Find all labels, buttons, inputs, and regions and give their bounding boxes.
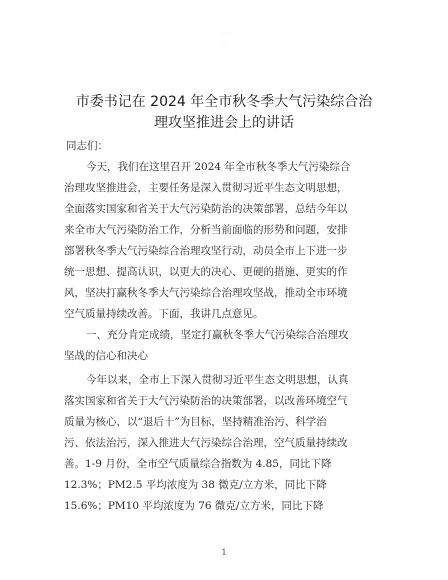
paragraph-1-line: 空气质量持续改善。下面，我讲几点意见。 [64, 308, 264, 320]
promo-banner-line-2 [0, 40, 448, 50]
paragraph-1-line: 来全市大气污染防治工作，分析当前面临的形势和问题，安排 [64, 224, 348, 236]
paragraph-2-line: 善。1-9 月份，全市空气质量综合指数为 4.85，同比下降 [64, 458, 332, 470]
paragraph-2-line: 12.3%；PM2.5 平均浓度为 38 微克/立方米，同比下降 [64, 479, 327, 491]
paragraph-1-line: 部署秋冬季大气污染综合治理攻坚行动，动员全市上下进一步 [64, 245, 348, 257]
paragraph-2-line: 今年以来，全市上下深入贯彻习近平生态文明思想，认真 [86, 374, 349, 386]
document-title-line-2: 理攻坚推进会上的讲话 [154, 115, 294, 131]
paragraph-2-line: 15.6%；PM10 平均浓度为 76 微克/立方米，同比下降 [64, 500, 324, 512]
paragraph-1-line: 统一思想、提高认识，以更大的决心、更硬的措施、更实的作 [64, 266, 348, 278]
page-number: 1 [221, 548, 227, 557]
promo-banner-line-1 [0, 28, 448, 38]
paragraph-2-line: 落实国家和省关于大气污染防治的决策部署，以改善环境空气 [64, 395, 348, 407]
section-heading-1-line: 坚战的信心和决心 [64, 350, 148, 362]
paragraph-1-line: 风，坚决打赢秋冬季大气污染综合治理攻坚战，推动全市环境 [64, 287, 348, 299]
paragraph-2-line: 污、依法治污，深入推进大气污染综合治理，空气质量持续改 [64, 437, 348, 449]
paragraph-1-line: 今天，我们在这里召开 2024 年全市秋冬季大气污染综合 [86, 161, 351, 173]
document-title-line-1: 市委书记在 2024 年全市秋冬季大气污染综合治 [75, 94, 373, 110]
paragraph-2-line: 质量为核心，以“退后十”为目标，坚持精准治污、科学治 [64, 416, 327, 428]
salutation: 同志们： [66, 140, 108, 152]
section-heading-1-line: 一、充分肯定成绩，坚定打赢秋冬季大气污染综合治理攻 [86, 329, 349, 341]
paragraph-1-line: 治理攻坚推进会，主要任务是深入贯彻习近平生态文明思想， [64, 182, 348, 194]
paragraph-1-line: 全面落实国家和省关于大气污染防治的决策部署，总结今年以 [64, 203, 348, 215]
